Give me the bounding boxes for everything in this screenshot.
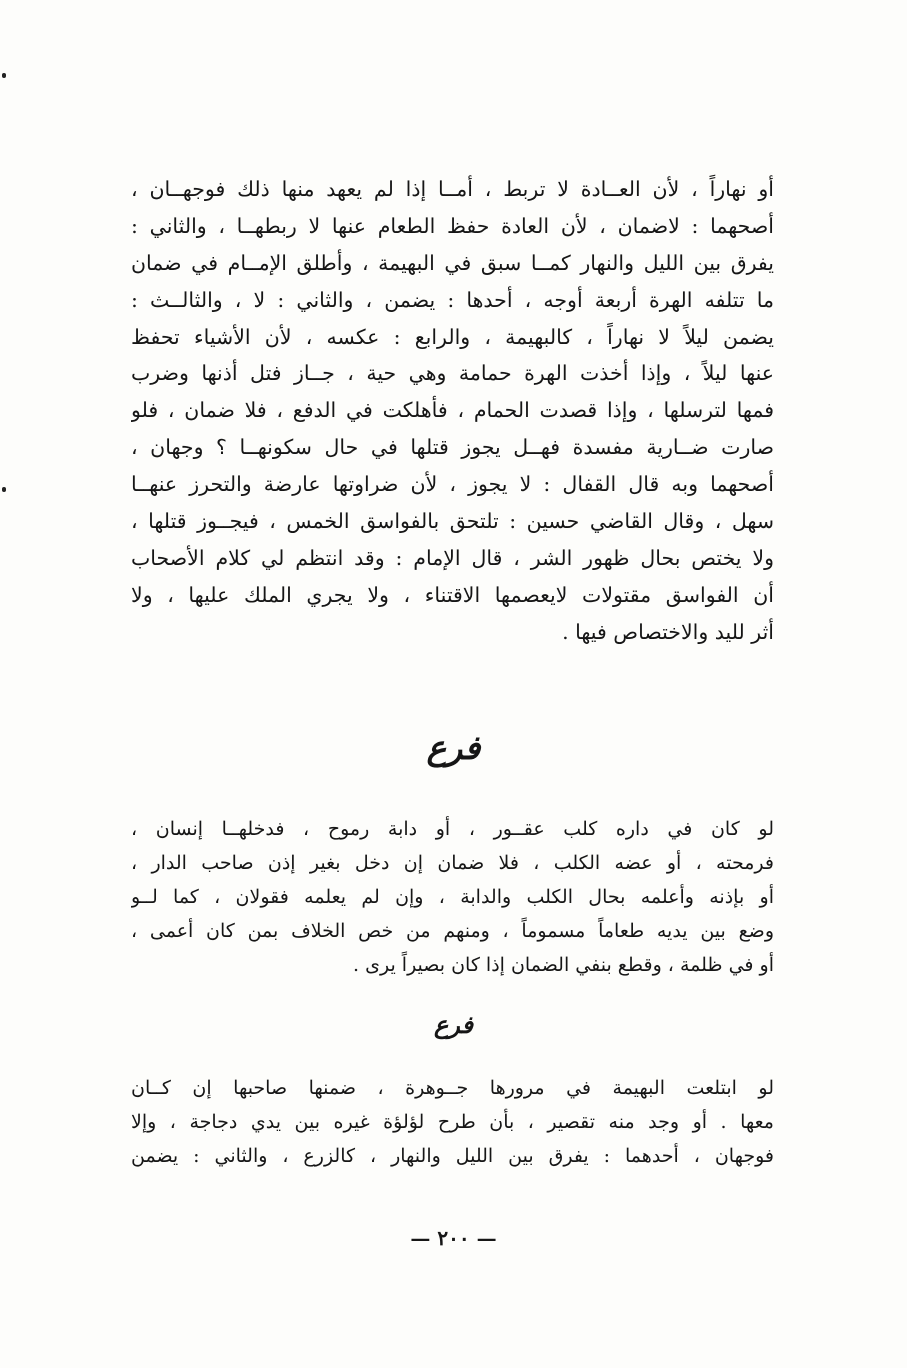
paragraph-2 (131, 812, 774, 982)
text-line: أو نهاراً ، لأن العــادة لا تربط ، أمــا إذا لم يعهد منها ذلك فوجهــان ، (131, 177, 774, 201)
margin-mark (2, 73, 6, 78)
text-line: عنها ليلاً ، وإذا أخذت الهرة حمامة وهي حية ، جــاز فتل أذنها وضرب (131, 361, 774, 386)
text-line: يضمن ليلاً لا نهاراً ، كالبهيمة ، والرابع : عكسه ، لأن الأشياء تحفظ (131, 324, 774, 349)
text-line: لو ابتلعت البهيمة في مرورها جــوهرة ، ضمنها صاحبها إن كــان (131, 1077, 774, 1099)
text-line: أثر لليد والاختصاص فيها . (562, 619, 774, 644)
text-line: معها . أو وجد منه تقصير ، بأن طرح لؤلؤة غيره بين يدي دجاجة ، وإلا (131, 1111, 774, 1133)
section-heading: فرع (426, 728, 481, 767)
margin-mark (2, 487, 6, 492)
section-heading: فرع (433, 1010, 474, 1039)
text-line: ولا يختص بحال ظهور الشر ، قال الإمام : وقد انتظم لي كلام الأصحاب (131, 545, 774, 570)
text-line: ما تتلفه الهرة أربعة أوجه ، أحدها : يضمن ، والثاني : لا ، والثالــث : (131, 287, 774, 312)
text-line: وضع بين يديه طعاماً مسموماً ، ومنهم من خص الخلاف بمن كان أعمى ، (131, 920, 774, 942)
paragraph-3 (131, 1071, 774, 1173)
page-number: — ٢٠٠ — (410, 1226, 497, 1250)
text-line: أصحهما : لاضمان ، لأن العادة حفظ الطعام عنها لا ربطهــا ، والثاني : (131, 213, 774, 238)
text-line: يفرق بين الليل والنهار كمــا سبق في البهيمة ، وأطلق الإمــام في ضمان (131, 250, 774, 275)
text-line: فرمحته ، أو عضه الكلب ، فلا ضمان إن دخل بغير إذن صاحب الدار ، (131, 852, 774, 874)
paragraph-1 (131, 171, 774, 651)
text-line: أصحهما وبه قال القفال : لا يجوز ، لأن ضراوتها عارضة والتحرز عنهــا (131, 472, 774, 497)
text-line: سهل ، وقال القاضي حسين : تلتحق بالفواسق الخمس ، فيجــوز قتلها ، (131, 509, 774, 534)
text-line: فمها لترسلها ، وإذا قصدت الحمام ، فأهلكت في الدفع ، فلا ضمان ، فلو (131, 398, 774, 423)
text-line: أن الفواسق مقتولات لايعصمها الاقتناء ، ولا يجري الملك عليها ، ولا (131, 582, 774, 607)
text-line: لو كان في داره كلب عقــور ، أو دابة رموح ، فدخلهــا إنسان ، (131, 818, 774, 840)
text-line: أو في ظلمة ، وقطع بنفي الضمان إذا كان بصيراً يرى . (353, 954, 774, 976)
text-line: صارت ضــارية مفسدة فهــل يجوز قتلها في حال سكونهــا ؟ وجهان ، (131, 435, 774, 460)
text-line: فوجهان ، أحدهما : يفرق بين الليل والنهار ، كالزرع ، والثاني : يضمن (131, 1145, 774, 1167)
text-line: أو بإذنه وأعلمه بحال الكلب والدابة ، وإن لم يعلمه فقولان ، كما لــو (131, 886, 774, 908)
